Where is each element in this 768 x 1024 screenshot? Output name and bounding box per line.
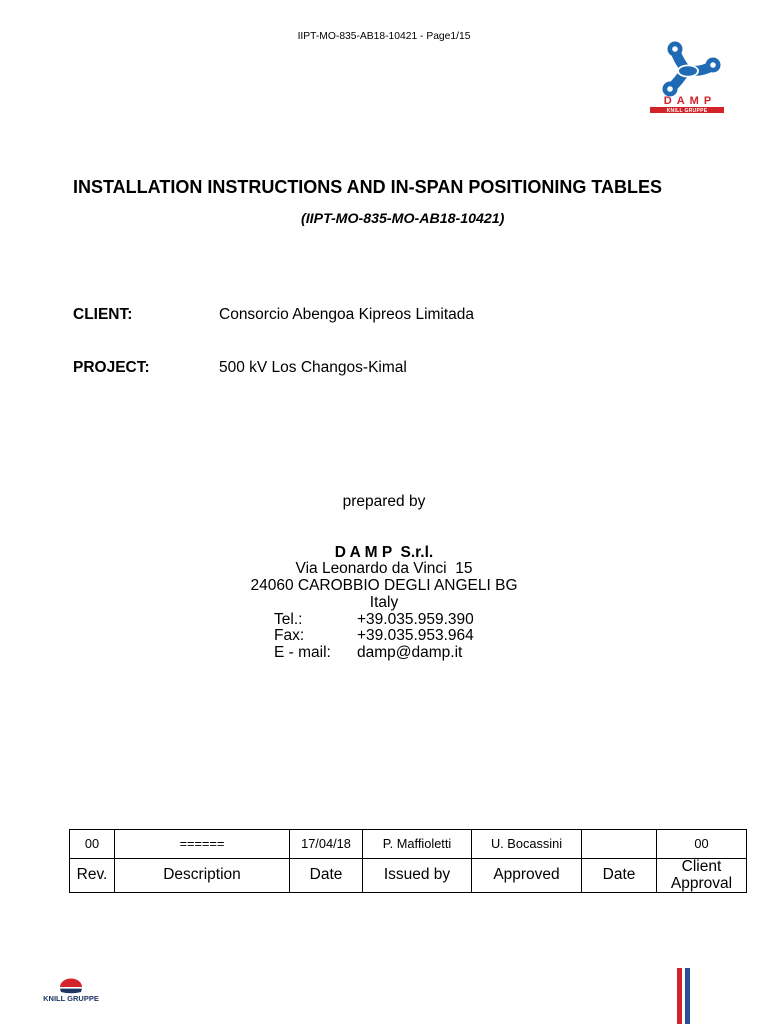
document-title: INSTALLATION INSTRUCTIONS AND IN-SPAN POSITIONING TABLES [73,177,662,197]
knill-bar-text: KNILL GRUPPE [666,108,708,114]
knill-gruppe-text: KNILL GRUPPE [43,994,99,1003]
fax-value: +39.035.953.964 [357,627,474,644]
project-label: PROJECT: [73,359,150,376]
fax-label: Fax: [274,627,305,644]
project-value: 500 kV Los Changos-Kimal [219,359,407,376]
issued-by-value: P. Maffioletti [363,830,472,859]
company-country: Italy [369,594,399,611]
client-approval-header: Client Approval [657,859,747,893]
approval-date-value [582,830,657,859]
footer-red-stripe [677,968,682,1024]
prepared-by-label: prepared by [342,493,426,510]
company-street: Via Leonardo da Vinci 15 [295,560,473,577]
knill-dome-top [60,979,82,988]
email-label: E - mail: [274,644,331,661]
tel-value: +39.035.959.390 [357,611,474,628]
approval-date-header: Date [582,859,657,893]
issued-by-header: Issued by [363,859,472,893]
description-value: ====== [115,830,290,859]
date-value: 17/04/18 [290,830,363,859]
revision-header-row [70,859,747,893]
rev-value: 00 [70,830,115,859]
revision-row [70,830,747,859]
damp-brand-text: DAMP [663,95,717,107]
company-name: D A M P S.r.l. [334,544,434,561]
tel-label: Tel.: [274,611,303,628]
damp-logo-icon [648,40,728,116]
knill-dome-bottom [60,989,82,994]
page-reference: IIPT-MO-835-AB18-10421 - Page1/15 [297,31,471,42]
knill-gruppe-logo-icon [40,975,102,1005]
client-value: Consorcio Abengoa Kipreos Limitada [219,306,475,323]
document-code: (IIPT-MO-835-MO-AB18-10421) [301,211,505,227]
company-city: 24060 CAROBBIO DEGLI ANGELI BG [250,577,518,594]
client-label: CLIENT: [73,306,133,323]
email-value: damp@damp.it [357,644,463,661]
client-approval-value: 00 [657,830,747,859]
revision-table [69,829,747,893]
description-header: Description [115,859,290,893]
footer-blue-stripe [685,968,690,1024]
approved-header: Approved [472,859,582,893]
date-header: Date [290,859,363,893]
damp-tripod-icon [663,42,721,97]
rev-header: Rev. [70,859,115,893]
approved-value: U. Bocassini [472,830,582,859]
